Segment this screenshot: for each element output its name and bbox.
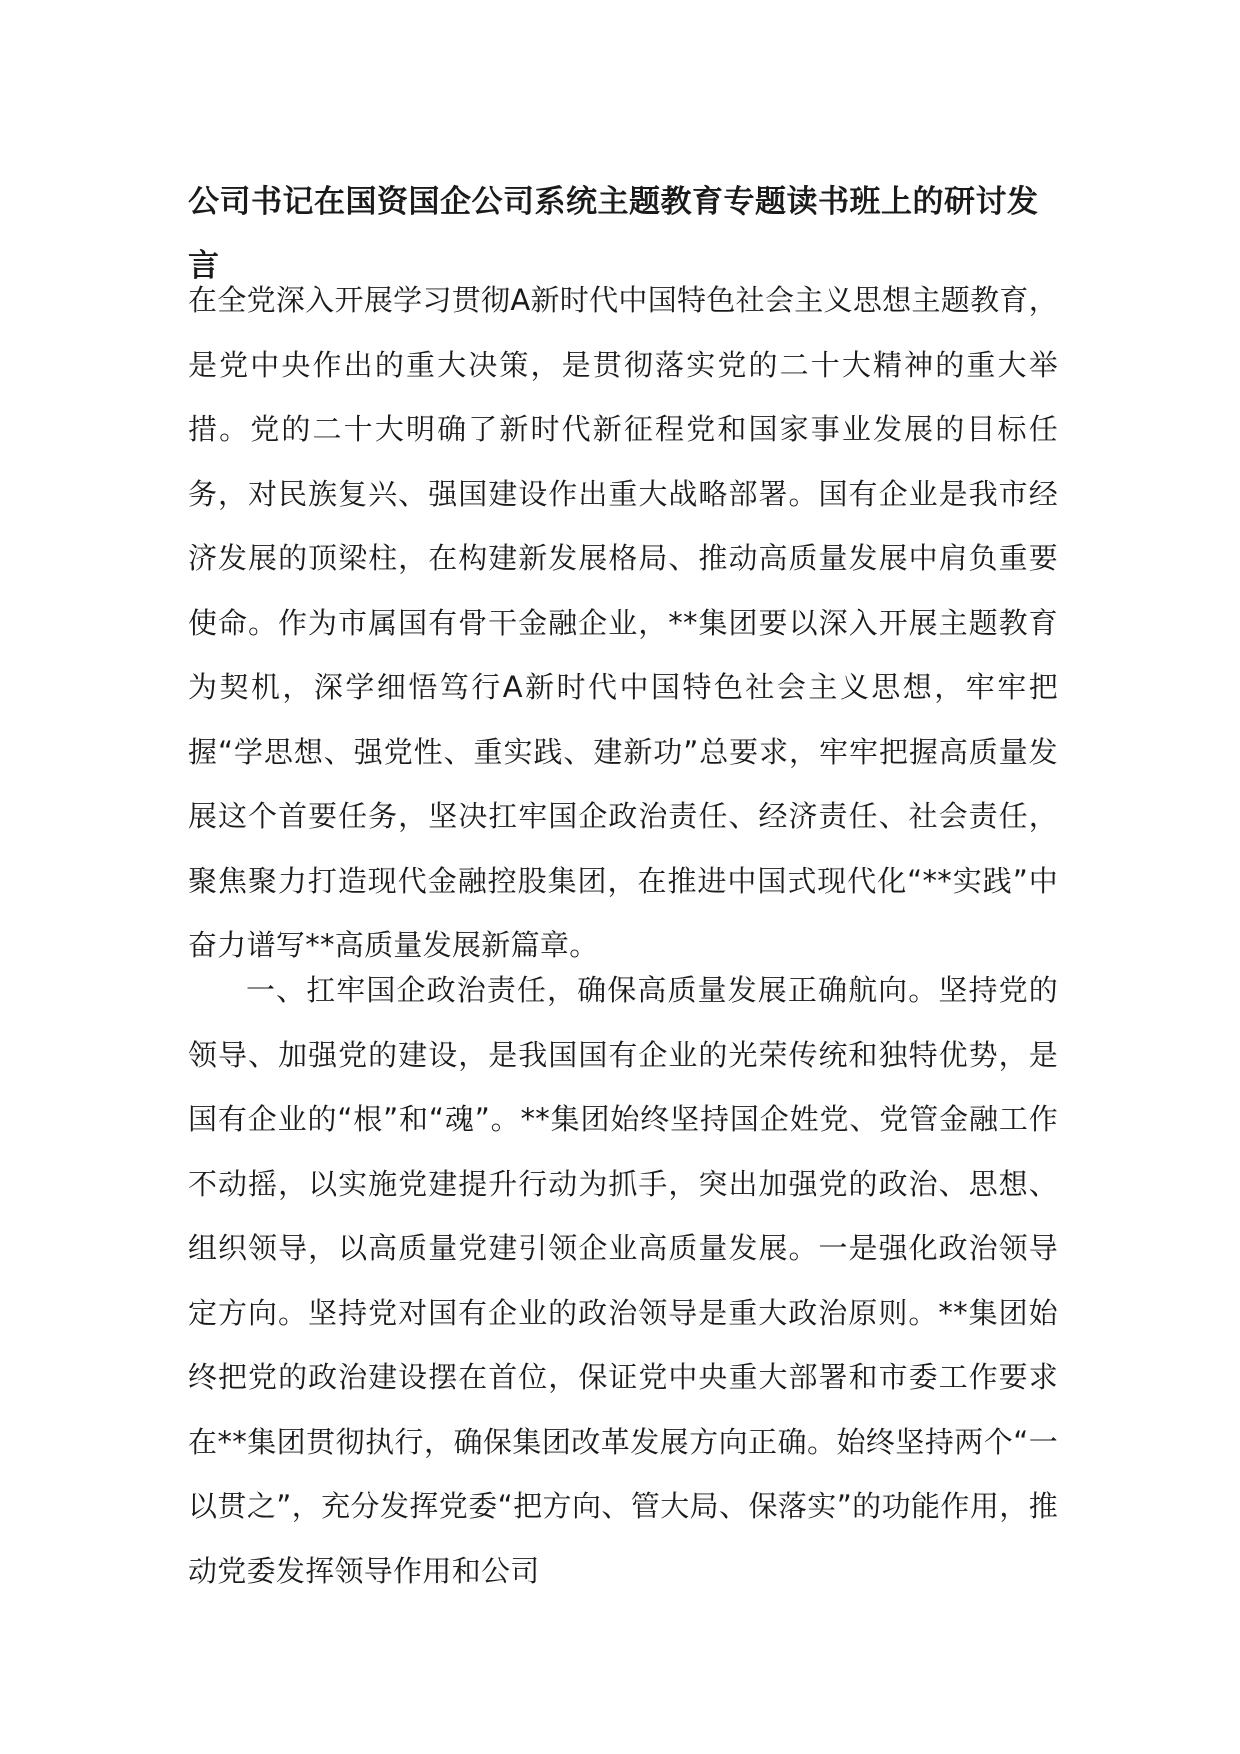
paragraph-intro: 在全党深入开展学习贯彻A新时代中国特色社会主义思想主题教育，是党中央作出的重大决策，是贯彻落实党的二十大精神的重大举措。党的二十大明确了新时代新征程党和国家事业发展的目标任务，对民族复兴、强国建设作出重大战略部署。国有企业是我市经济发展的顶梁柱，在构建新发展格局、推动高质量发展中肩负重要使命。作为市属国有骨干金融企业，**集团要以深入开展主题教育为契机，深学细悟笃行A新时代中国特色社会主义思想，牢牢把握“学思想、强党性、重实践、建新功”总要求，牢牢把握高质量发展这个首要任务，坚决扛牢国企政治责任、经济责任、社会责任，聚焦聚力打造现代金融控股集团，在推进中国式现代化“**实践”中奋力谱写**高质量发展新篇章。 [188, 283, 1058, 962]
paragraph-section-one: 一、扛牢国企政治责任，确保高质量发展正确航向。坚持党的领导、加强党的建设，是我国国有企业的光荣传统和独特优势，是国有企业的“根”和“魂”。**集团始终坚持国企姓党、党管金融工作不动摇，以实施党建提升行动为抓手，突出加强党的政治、思想、组织领导，以高质量党建引领企业高质量发展。一是强化政治领导定方向。坚持党对国有企业的政治领导是重大政治原则。**集团始终把党的政治建设摆在首位，保证党中央重大部署和市委工作要求在**集团贯彻执行，确保集团改革发展方向正确。始终坚持两个“一以贯之”，充分发挥党委“把方向、管大局、保落实”的功能作用，推动党委发挥领导作用和公司 [188, 973, 1058, 1588]
document-title: 公司书记在国资国企公司系统主题教育专题读书班上的研讨发言 [188, 184, 1039, 284]
